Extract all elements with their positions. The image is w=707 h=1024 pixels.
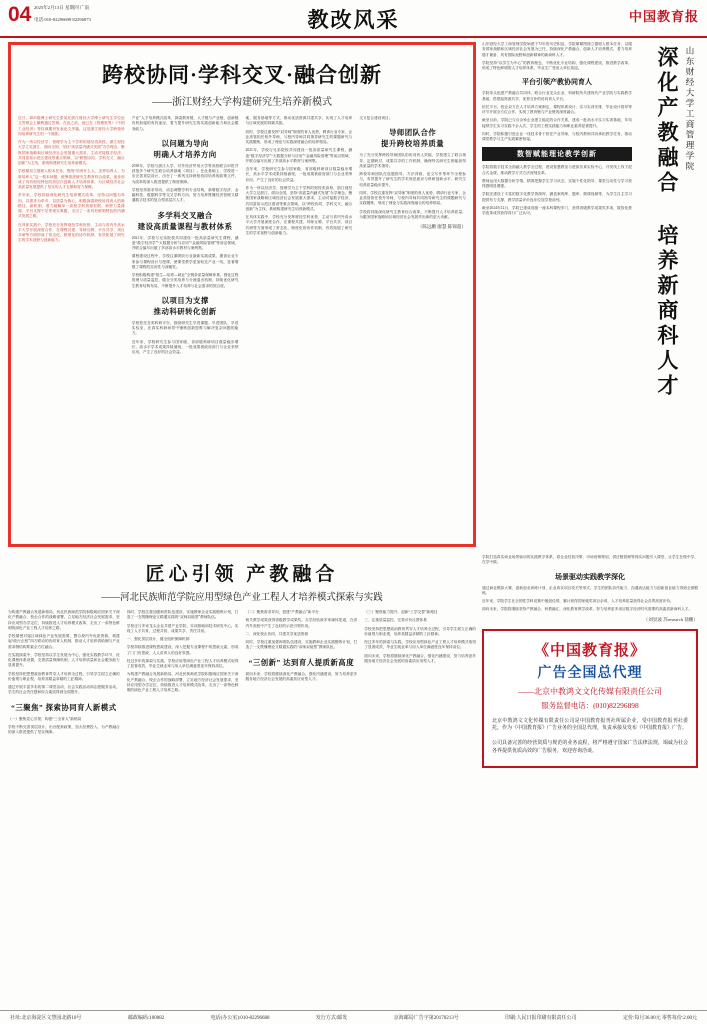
paragraph: 通过商业模拟大赛、创新创业训练计划、企业真实项目攻关等形式，学生的团队协作能力、沟通表达能力与创新创业能力得到全面锻炼。 xyxy=(482,585,698,595)
second-column-4 xyxy=(364,610,476,738)
article-byline: （陈远鹏 廖慧 陈锦超） xyxy=(417,224,466,229)
article-section-title-2 xyxy=(132,210,239,232)
section-title-line: 推动科研转化创新 xyxy=(153,306,217,316)
paragraph: 同时，学校注重发挥“双导师”制度的育人优势，聘请行业专家、企业高管担任校外导师，与校内导师共同指导研究生的课题研究与实践锻炼，形成了理论与实践深度融合的培养格局。 xyxy=(245,129,353,144)
paragraph: 近年来，学校研究生参与国家级、省部级科研项目数量稳步增长，高水平学术成果持续涌现，一批成果被政府部门与企业采纳应用，产生了良好的社会效益。 xyxy=(245,167,353,182)
second-section-title-1 xyxy=(8,702,120,713)
article-section-title-1 xyxy=(132,138,239,160)
paragraph: 二、深化校企协同，共建共享优质资源 xyxy=(245,631,309,636)
article-column-3 xyxy=(246,116,353,358)
paragraph: 跨校导师团队在选题指导、方法训练、论文写作等环节全程参与，有效提升了研究生的学术规范意识与科研创新水平，研究生培养质量稳步提升。 xyxy=(359,172,466,187)
paragraph: 课程建设过程中，学校注重吸收行业最新实践成果，邀请企业专家参与课程设计与授课，使课堂教学更加贴近产业一线，显著增强了课程的实用性与前瞻性。 xyxy=(131,254,239,269)
second-column-2 xyxy=(127,610,239,738)
article-columns xyxy=(18,116,466,358)
paragraph: 通过开展丰富多彩的第二课堂活动、社会实践活动和志愿服务活动，学生的社会责任感和综合素质得到全面提升。 xyxy=(8,685,120,695)
page-footer xyxy=(0,1010,707,1024)
right-feature-column xyxy=(482,42,698,547)
right-feature-byline: （刘显波 苏research 徐鹏） xyxy=(643,616,698,622)
paragraph: 学校坚持需求导向，动态调整学科专业结构，新增数字经济、金融科技、数据科学等交叉学科方向，努力培养既懂经济管理又精通数字技术的复合型高层次人才。 xyxy=(131,187,239,203)
page-number: 04 xyxy=(8,3,32,26)
right-feature-body xyxy=(482,42,632,219)
ad-title-secondary: 广告全国总代理 xyxy=(537,665,643,681)
paragraph: 同时，学校注重加强师资队伍建设，实施教师企业实践锻炼计划，打造了一支既懂理论又精通实践的“双师双能型”教师队伍。 xyxy=(245,640,358,650)
paragraph: （一）聚焦党心引领，构建“三全育人”新格局 xyxy=(8,716,82,721)
paragraph: 2021年，学校与兄弟院校共同建设一批高质量研究生课程，涵盖“数字经济学”“大数据分析与应用”“金融风险管理”等前沿领域，并联合编写出版了多部高水平教材与案例集。 xyxy=(245,148,353,163)
paragraph: 学校还与多家龙头企业共建产业学院、实训基地和技术研发中心，实现了人才共育、过程共管、成果共享、责任共担。 xyxy=(126,623,239,633)
paragraph: 学校将持续深化研究生教育综合改革，不断提升人才培养质量，为服务国家战略和区域经济社会发展作出新的更大贡献。 xyxy=(359,209,466,219)
paragraph: 2021年，学校与兄弟院校共同建设一批高质量研究生课程，涵盖“数字经济学”“大数据分析与应用”“金融风险管理”等前沿领域，并联合编写出版了多部高水平教材与案例集。 xyxy=(131,235,239,250)
paragraph: 同时，学校注重加强师资队伍建设，实施教师企业实践锻炼计划，打造了一支既懂理论又精通实践的“双师双能型”教师队伍。 xyxy=(126,610,239,620)
section-title: 教改风采 xyxy=(307,8,400,32)
second-feature-left xyxy=(8,555,476,768)
paragraph: 面向未来，学校将继续深化产教融合，强化内涵建设，努力培养更多服务地方经济社会发展的高素质应用型人才。 xyxy=(245,671,358,681)
footer-price: 定价:每月36.00元 零售每份:2.00元 xyxy=(622,1016,697,1021)
paragraph: 学校持续推进课程思政建设，深入挖掘专业课程中的思政元素，形成了门门有思政、人人讲育人的良好氛围。 xyxy=(126,645,239,655)
second-column-3 xyxy=(246,610,358,738)
paragraph: 在具体实践中，学校充分发挥财经学科优势，主动与省内外高水平大学开展深度合作，在课程共建、导师互聘、平台共享、项目共研等方面形成了常态化、制度化的协作机制，有效拓展了研究生的学术视野与创新能力。 xyxy=(18,222,125,243)
paragraph: 学校紧密对接区域绿色产业发展需要，整合校内外优质资源，构建起“政行企校”四方联动的协同育人机制，推动人才培养供给侧与产业需求侧结构要素全方位融合。 xyxy=(8,634,120,649)
article-section-title-3 xyxy=(132,295,239,317)
publication-brand: 中国教育报 xyxy=(628,9,699,24)
paragraph: 经过多年的探索与实践，学校应用型绿色产业工程人才培养模式取得了显著成效，毕业生就业率与用人单位满意度连年保持高位。 xyxy=(126,658,239,668)
paragraph: 经过多年的探索与实践，学校应用型绿色产业工程人才培养模式取得了显著成效，毕业生就业率与用人单位满意度连年保持高位。 xyxy=(364,640,476,650)
paragraph: 山东财经大学工商管理学院始建于72年的历史积淀，学院紧紧围绕立德树人根本任务，以服务国家战略和区域经济社会发展为己任，持续深化产教融合，创新人才培养模式，着力培养德才兼备、具有国际视野和创新精神的新商科人才。 xyxy=(482,42,632,57)
article-column-2 xyxy=(132,116,239,358)
paragraph: 产业”人才培养模式改革，探索教育链、人才链与产业链、创新链有机衔接的有效途径，着力提升研究生的实践创新能力和社会服务能力。 xyxy=(131,116,239,131)
second-section-title-2 xyxy=(246,657,358,668)
section-title-line: “三创新” 达到育人提质新高度 xyxy=(248,657,355,667)
paragraph: 相关教学成果获得省级教学成果奖，办学经验被多家媒体报道，在省内外高校中产生了良好的示范引领作用。 xyxy=(245,618,358,628)
paragraph: 面向未来，学院将继续坚持产教融合、科教融汇，深化教育教学改革，努力培养更多适应数字经济时代需要的高素质新商科人才。 xyxy=(482,607,693,612)
masthead-telephone: 电话:010-82296698 82296873 xyxy=(34,17,91,22)
paragraph: 同时，学院积极引进企业一线技术骨干担任产业导师，与校内教师共同承担教学任务，推动课堂教学与生产实践紧密衔接。 xyxy=(482,131,632,141)
ad-body-paragraph: 公司具备完善的经营资质与规范的业务流程，将严格遵守国家广告法律法规，竭诚为社会各界提供优质高效的广告服务，欢迎咨询洽谈。 xyxy=(492,741,688,754)
footer-distribution: 发行方式:邮发 xyxy=(315,1016,348,1021)
footer-telephone: 电话(办公室):010-82296688 xyxy=(210,1016,270,1021)
second-feature xyxy=(8,555,699,768)
paragraph: 同时，学校注重发挥“双导师”制度的育人优势，聘请行业专家、企业高管担任校外导师，与校内导师共同指导研究生的课题研究与实践锻炼，形成了理论与实践深度融合的培养格局。 xyxy=(359,190,466,206)
paragraph: （三）聚焦能力提升，创新“工学交替”新路径 xyxy=(364,610,438,614)
section-title-line: “三聚焦” 探索协同育人新模式 xyxy=(11,702,117,712)
paragraph: 为构建产教融合发展新格局，河北民族师范学院积极响应国家关于深化产教融合、校企合作的战略部署，立足地方经济社会发展需求，坚持应用型办学定位，持续推进人才培养模式改革，走出了一条特色鲜明的绿色产业工程人才培养之路。 xyxy=(126,672,239,692)
paragraph: 近年来，学院学生在全国性学科竞赛中屡创佳绩，累计获得国家级奖项百余项，人才培养质量获得社会各界高度评价。 xyxy=(482,599,674,603)
second-feature-right xyxy=(482,555,698,768)
vertical-headline: 深化产教融合 培养新商科人才 xyxy=(655,46,679,399)
article-column-4 xyxy=(359,116,466,358)
footer-print-address: 京海邮局广告字第20170213号 xyxy=(393,1016,459,1021)
second-column-1 xyxy=(8,610,120,738)
paragraph: 2018年，学校与浙江大学、对外经济贸易大学等高校联合申报并获批多个研究生联合培养基地（项目）。在此基础上，学校进一步完善顶层设计，出台了一系列支持跨校协同培养的政策文件，为改革的深入推进提供了制度保障。 xyxy=(131,163,239,184)
paragraph: 学院牵头组建产教融合共同体，联合行业龙头企业、科研院所共建现代产业学院与实践教学基地，搭建起资源共享、优势互补的协同育人平台。 xyxy=(482,91,632,101)
footer-address: 社址:北京海淀区文慧园北路10号 xyxy=(10,1016,82,1021)
ad-title-primary: 《中国教育报》 xyxy=(533,642,646,659)
paragraph: 学校不断完善顶层设计，出台配套政策，加大经费投入，为产教融合的深入推进提供了坚实保障。 xyxy=(8,724,120,734)
paragraph: 为构建产教融合发展新格局，河北民族师范学院积极响应国家关于深化产教融合、校企合作的战略部署，立足地方经济社会发展需求，坚持应用型办学定位，持续推进人才培养模式改革，走出了一条特色鲜明的绿色产业工程人才培养之路。 xyxy=(8,610,120,630)
paragraph: 近年来，学校研究生参与国家级、省部级科研项目数量稳步增长，高水平学术成果持续涌现，一批成果被政府部门与企业采纳应用，产生了良好的社会效益。 xyxy=(131,339,239,354)
article-headline: 跨校协同·学科交叉·融合创新 xyxy=(101,63,382,87)
ad-company: ——北京中教鸿文文化传媒有限责任公司 xyxy=(518,686,662,696)
paragraph: 依托平台，校企双方在人才培养方案制定、课程体系设计、实习实训安排、毕业设计指导等环节开展全方位合作，实现了教育链与产业链的深度融合。 xyxy=(482,104,632,114)
paragraph: （二）聚焦需求导向，搭建“产教融合”新平台 xyxy=(245,610,319,614)
section-title-line: 多学科交叉融合 xyxy=(157,210,213,220)
paragraph: 学院坚持“以学生为中心”的教育理念，不断优化专业结构，强化课程建设，推进教学改革，形成了特色鲜明的人才培养体系，毕业生广受用人单位欢迎。 xyxy=(482,60,632,70)
paragraph: 截至目前，学院已与百余家企业建立稳定的合作关系，建成一批高水平实习实训基地，年均接纳学生实习实践千余人次，学生的工程实践能力和职业素养显著提升。 xyxy=(482,118,632,128)
paragraph: 在实践探索中，学校坚持以学生发展为中心，强化实践教学环节，优化课程体系设置，完善质量保障机制，人才培养质量和社会服务能力显著提升。 xyxy=(8,652,120,668)
paragraph: 三、注重质量监控，完善评价反馈体系 xyxy=(364,618,427,623)
right-block-head-1: 平台引领产教协同育人 xyxy=(522,78,592,87)
paragraph: 学院将数字技术全面融入教学全过程，建设智慧教室与虚拟仿真实验中心，开发线上线下混合式金课，推动教学方式方法深刻变革。 xyxy=(482,165,632,175)
article-column-1 xyxy=(18,116,125,358)
section-title-line: 导师团队合作 xyxy=(388,128,437,138)
section-title-line: 提升跨校培养质量 xyxy=(381,139,445,149)
footer-postcode: 邮政编码:100082 xyxy=(127,1016,165,1021)
paragraph: 学院还建设了丰富的数字化教学资源库，涵盖案例库、题库、微课视频等，为学生自主学习提供有力支撑，教学质量评价连年位居学校前列。 xyxy=(482,192,632,202)
masthead-date: 2025年2月13日 星期四 广南 xyxy=(34,5,90,10)
paragraph: 近日，2021级博士研究生张某在浙江财经大学博士研究生学位论文答辩会上顺利通过答辩。在此之前，他已在《管理世界》《中国工业经济》等权威期刊发表论文多篇，这是浙江财经大学跨校协同培养研究生的一个缩影。 xyxy=(18,116,125,136)
article-subheadline: ——浙江财经大学构建研究生培养新模式 xyxy=(152,97,332,108)
paragraph: 面向未来，学校将继续深化产教融合，强化内涵建设，努力培养更多服务地方经济社会发展的高素质应用型人才。 xyxy=(364,653,476,663)
right-block-head-3: 场景驱动实践教学深化 xyxy=(555,572,625,581)
paragraph: 为了充分发挥跨校导师团队的协同育人效能，学校建立了联合指导、定期研讨、成果共享的工作机制，确保每名研究生都能获得高质量的学术指导。 xyxy=(359,153,466,168)
footer-printer: 印刷:人民日报印刷有限责任公司 xyxy=(505,1016,577,1021)
ad-service-phone: 服务监督电话：(010)82296898 xyxy=(541,700,639,710)
article-section-title-4 xyxy=(359,127,466,149)
masthead xyxy=(0,0,707,38)
second-headline: 匠心引领 产教融合 xyxy=(145,564,339,585)
page-body xyxy=(0,38,707,1010)
paragraph: 截至2024年12月，学院已建成省级一流本科课程多门，获得省级教学成果奖多项，数智化教学改革成效获得同行广泛认可。 xyxy=(482,205,632,215)
paragraph: 在具体实践中，学校充分发挥财经学科优势，主动与省内外高水平大学开展深度合作，在课程共建、导师互聘、平台共享、项目共研等方面形成了常态化、制度化的协作机制，有效拓展了研究生的学术视野与创新能力。 xyxy=(245,215,353,235)
bottom-zone xyxy=(8,555,699,768)
paragraph: 学校坚持把思想政治教育贯穿人才培养全过程，引导学生树立正确的价值观与职业观，培养其精益求精的工匠精神。 xyxy=(8,671,120,681)
highlighted-article-box xyxy=(8,42,476,547)
section-title-line: 以项目为支撑 xyxy=(161,295,209,305)
ad-body-paragraph: 北京中教鸿文文化传媒有限责任公司是中国教育报刊社所属企业，受中国教育报刊社委托，作为《中国教育报》广告业务的全国总代理，负责承接及发布《中国教育报》广告。 xyxy=(492,718,688,732)
right-block-head-2: 数智赋能理论教学创新 xyxy=(482,147,632,161)
paragraph: 作为一所以经济学、管理学为主干学科的财经类高校，浙江财经大学立足浙江、面向全国，坚持“高质量内涵式发展”办学理念，聚焦国家战略和区域经济社会发展重大需求，主动对接数字经济、共同富裕示范区建设等重点领域，以“跨校协同、学科交叉、融合创新”为主线，系统构建研究生培养新模式。 xyxy=(18,140,125,165)
paragraph: 作为一所以经济学、管理学为主干学科的财经类高校，浙江财经大学立足浙江、面向全国，坚持“高质量内涵式发展”办学理念，聚焦国家战略和区域经济社会发展重大需求，主动对接数字经济、共同富裕示范区建设等重点领域，以“跨校协同、学科交叉、融合创新”为主线，系统构建研究生培养新模式。 xyxy=(245,185,353,211)
second-feature-columns xyxy=(8,610,476,738)
paragraph: 教师运用大数据分析学情，精准把握学生学习状态，实施个性化指导，课堂互动性与学习获得感明显增强。 xyxy=(482,178,632,188)
paragraph: 地、服务基地等方式，推动优质资源共建共享，实现了人才培养与区域发展的同频共振。 xyxy=(245,116,353,126)
section-title-line: 明确人才培养方向 xyxy=(153,149,217,159)
advertisement-box[interactable] xyxy=(482,629,698,768)
paragraph: 多年来，学校持续深化研究生培养模式改革，坚持以问题为导向、以需求为牵引、以质量为核心，积极探索跨校协同育人的新路径、新机制，着力破解单一高校学科资源有限、师资力量薄弱、平台支撑不足等现实难题，走出了一条具有鲜明特色的内涵式发展之路。 xyxy=(18,193,125,219)
paragraph: 学校依托各类科研平台，鼓励研究生早进课题、早进团队、早进实验室，在真实科研场景中锤炼创新思维与解决复杂问题的能力。 xyxy=(131,320,239,336)
paragraph: 交叉复合建设项目。 xyxy=(359,116,393,120)
paragraph: 学院打造真实商业场景驱动的实践教学体系，将企业经营决策、市场营销策划、供应链管理等现实问题引入课堂，让学生在做中学、在学中做。 xyxy=(482,555,698,565)
section-title-line: 以问题为导向 xyxy=(161,138,209,148)
paragraph: 学校积极构建“招生—培养—就业”全链条质量保障体系，强化过程管理与质量监控，健全分类培养与分流退出机制，持续优化研究生教育结构布局，不断提升人才培养与社会需求的契合度。 xyxy=(131,273,239,288)
vertical-institution-name: 山东财经大学工商管理学院 xyxy=(685,46,695,172)
second-subheadline: ——河北民族师范学院应用型绿色产业工程人才培养模式探索与实践 xyxy=(101,593,383,603)
paragraph: 一、强化顶层设计，健全组织保障机制 xyxy=(126,637,190,641)
section-title-line: 建设高质量课程与教材体系 xyxy=(137,221,233,231)
top-zone xyxy=(8,42,699,547)
paragraph: 学校坚持把思想政治教育贯穿人才培养全过程，引导学生树立正确的价值观与职业观，培养其精益求精的工匠精神。 xyxy=(364,626,476,636)
paragraph: 学校紧扣立德树人根本任务，围绕“培养什么人、怎样培养人、为谁培养人”这一根本问题，统筹推进研究生教育综合改革，逐步形成了具有财经特色的高层次创新人才培养体系，为区域经济社会高质量发展提供了坚实的人才支撑和智力保障。 xyxy=(18,169,125,189)
